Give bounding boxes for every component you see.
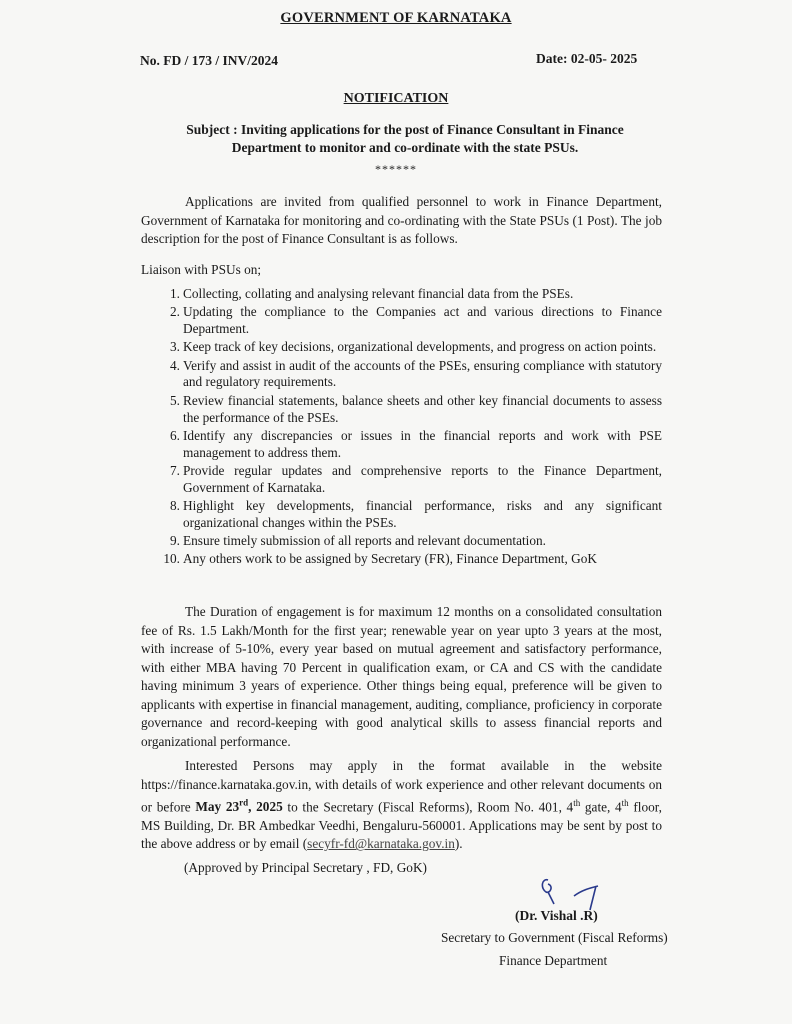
duty-item (156, 498, 662, 532)
duty-item (156, 428, 662, 462)
duties-list (156, 286, 662, 570)
signatory-department: Finance Department (499, 953, 608, 968)
duty-item (156, 304, 662, 338)
subject-block (150, 121, 660, 157)
apply-text-5: ). (454, 836, 463, 852)
subject-line-2: Department to monitor and co-ordinate with the state PSUs. (231, 140, 579, 155)
approval-note: (Approved by Principal Secretary , FD, GoK) (184, 860, 427, 875)
duty-number: 9. (170, 533, 180, 549)
apply-sup-2: th (621, 798, 629, 808)
signatory-name: (Dr. Vishal .R) (515, 908, 598, 923)
duty-text: Any others work to be assigned by Secretary (FR), Finance Department, GoK (183, 551, 597, 567)
duty-number: 6. (170, 427, 180, 443)
duty-item (156, 286, 662, 303)
apply-deadline (195, 799, 282, 814)
duty-text: Provide regular updates and comprehensive reports to the Finance Department, Government of Karnataka. (183, 462, 662, 495)
document-date: Date: 02-05- 2025 (536, 51, 638, 66)
separator: ****** (375, 162, 417, 176)
duty-number: 5. (170, 392, 180, 408)
duty-number: 3. (170, 339, 180, 355)
subject-line-1: Subject : Inviting applications for the post of Finance Consultant in Finance (186, 122, 624, 137)
duty-number: 1. (170, 286, 180, 301)
duty-text: Collecting, collating and analysing relevant financial data from the PSEs. (183, 286, 574, 301)
duty-item (156, 551, 662, 568)
notification-heading: NOTIFICATION (343, 91, 449, 106)
deadline-year: , 2025 (248, 799, 283, 815)
duty-number: 4. (170, 357, 180, 373)
duty-text: Keep track of key decisions, organizational developments, and progress on action points. (183, 339, 657, 355)
apply-text-2: to the Secretary (Fiscal Reforms), Room No. 401, 4 (282, 799, 574, 815)
deadline-day: May 23 (195, 799, 240, 815)
duty-item (156, 463, 662, 497)
deadline-sup: rd (239, 798, 249, 808)
duty-text: Verify and assist in audit of the accounts of the PSEs, ensuring compliance with statutory and regulatory requirements. (183, 357, 662, 390)
duty-text: Updating the compliance to the Companies act and various directions to Finance Department. (183, 304, 662, 337)
intro-paragraph: Applications are invited from qualified personnel to work in Finance Department, Government of Karnataka for monitoring and co-ordinating with the State PSUs (1 Post). The job description for the post of Finance Consultant is as follows. (141, 194, 662, 246)
apply-sup-1: th (573, 798, 581, 808)
duty-text: Ensure timely submission of all reports and relevant documentation. (183, 533, 546, 549)
reference-number: No. FD / 173 / INV/2024 (140, 53, 278, 68)
engagement-paragraph: The Duration of engagement is for maximum 12 months on a consolidated consultation fee of Rs. 1.5 Lakh/Month for the first year; renewable year on year upto 3 years at the most, with increase of 5-10%, every year based on mutual agreement and satisfactory performance, with either MBA having 70 Percent in qualification exam, or CA and CS with the candidate having minimum 3 years of experience. Other things being equal, preference will be given to applicants with expertise in financial management, auditing, compliance, proficiency in corporate governance and record-keeping with good analytical skills to assess financial reports and organizational performance. (141, 604, 662, 749)
apply-text-3: gate, 4 (580, 799, 622, 815)
duty-number: 2. (170, 304, 180, 320)
duty-text: Review financial statements, balance sheets and other key financial documents to assess the performance of the PSEs. (183, 392, 662, 425)
government-header: GOVERNMENT OF KARNATAKA (280, 10, 512, 26)
duty-item (156, 533, 662, 550)
duty-item (156, 358, 662, 392)
application-paragraph (141, 757, 662, 854)
signatory-title: Secretary to Government (Fiscal Reforms) (441, 930, 668, 945)
email-link[interactable]: secyfr-fd@karnataka.gov.in (307, 836, 455, 852)
duty-text: Identify any discrepancies or issues in the financial reports and work with PSE management to address them. (183, 427, 662, 460)
duty-number: 7. (170, 462, 180, 478)
duty-number: 10. (163, 551, 180, 567)
duty-item (156, 393, 662, 427)
duty-text: Highlight key developments, financial performance, risks and any significant organizational changes within the PSEs. (183, 498, 662, 530)
liaison-label: Liaison with PSUs on; (141, 262, 262, 277)
apply-text-1: Interested Persons may apply in the format available in the website https://finance.karnataka.gov.in, with details of work experience and other relevant documents on or before (141, 758, 662, 815)
apply-text-4: floor, MS Building, Dr. BR Ambedkar Veedhi, Bengaluru-560001. Applications may be sent by post to the above address or by email ( (141, 799, 662, 852)
duty-number: 8. (170, 498, 180, 514)
duty-item (156, 339, 662, 356)
